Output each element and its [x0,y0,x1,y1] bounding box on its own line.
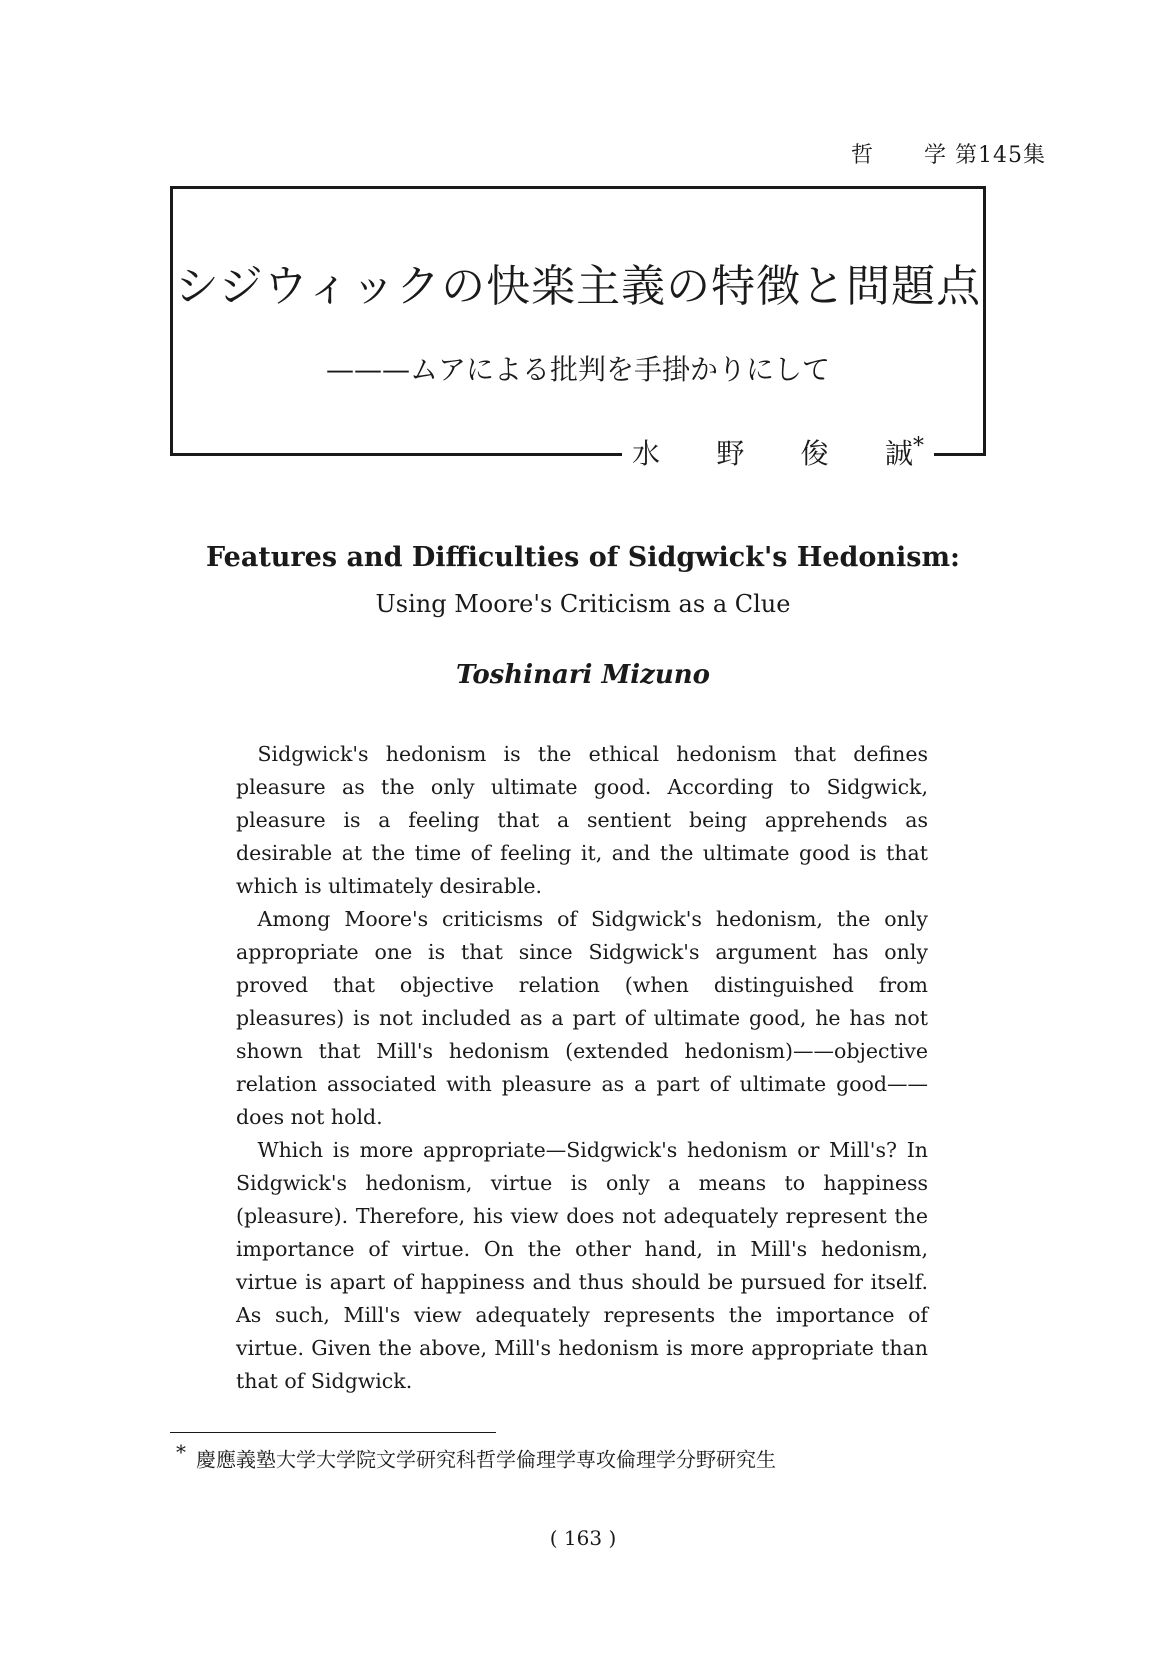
author-char: 誠* [884,434,924,470]
author-char: 野 [716,437,745,470]
footnote-text: 慶應義塾大学大学院文学研究科哲学倫理学専攻倫理学分野研究生 [196,1447,776,1472]
abstract-paragraph: Sidgwick's hedonism is the ethical hedonism that defines pleasure as the only ultimate good. According to Sidgwick, pleasure is a feeling that a sentient being apprehends as desirable at the time of feeling it, and the ultimate good is that which is ultimately desirable. [236,742,928,898]
journal-name-char-2: 学 [923,143,947,168]
journal-header [851,138,1046,169]
footnote [176,1440,776,1473]
footnote-mark: * [176,1440,186,1464]
japanese-subtitle: ———ムアによる批判を手掛かりにして [325,353,830,386]
author-char: 俊 [800,437,829,470]
english-title: Features and Difficulties of Sidgwick's Hedonism: [205,542,961,573]
abstract-paragraph: Among Moore's criticisms of Sidgwick's hedonism, the only appropriate one is that since Sidgwick's argument has only proved that objective relation (when distinguished from pleasures) is not included as a part of ultimate good, he has not shown that Mill's hedonism (extended hedonism)——objective relation associated with pleasure as a part of ultimate good——does not hold. [236,907,928,1129]
footnote-rule [170,1432,496,1433]
english-subtitle: Using Moore's Criticism as a Clue [375,590,791,618]
journal-volume: 第145集 [955,143,1046,168]
author-char: 水 [632,437,661,470]
title-frame-rule-left [170,453,622,456]
author-footnote-mark: * [913,434,924,459]
abstract-paragraph: Which is more appropriate—Sidgwick's hedonism or Mill's? In Sidgwick's hedonism, virtue is only a means to happiness (pleasure). Therefore, his view does not adequately represent the importance of virtue. On the other hand, in Mill's hedonism, virtue is apart of happiness and thus should be pursued for itself. As such, Mill's view adequately represents the importance of virtue. Given the above, Mill's hedonism is more appropriate than that of Sidgwick. [236,1138,928,1393]
japanese-author [622,432,934,472]
journal-name-char-1: 哲 [850,143,874,168]
page-number: ( 163 ) [549,1526,617,1550]
japanese-title: シジウィックの快楽主義の特徴と問題点 [174,261,982,312]
english-author: Toshinari Mizuno [455,660,711,690]
title-frame [170,186,986,456]
title-frame-rule-right [934,453,986,456]
abstract [236,738,928,1398]
